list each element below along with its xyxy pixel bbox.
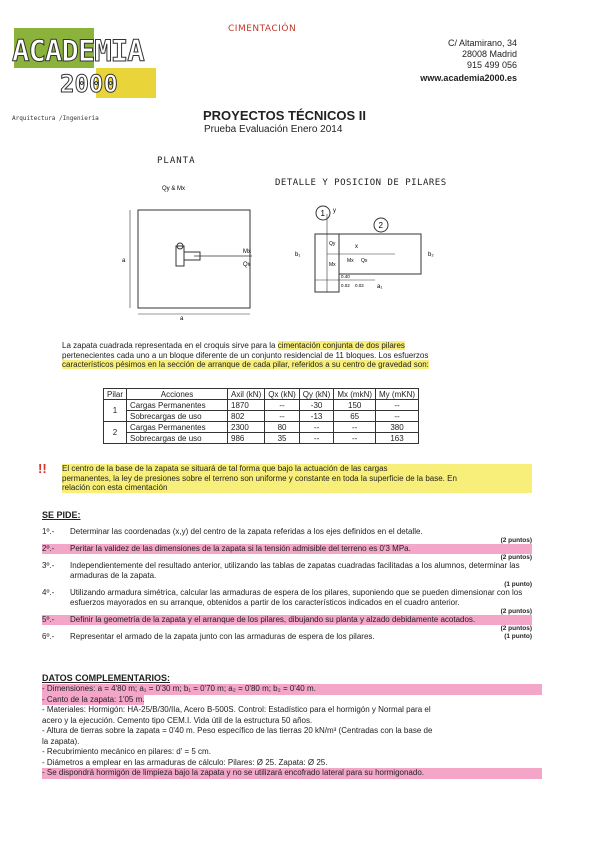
- question-text: Representar el armado de la zapata junto con las armaduras de espera de los pilares.: [70, 632, 375, 641]
- datos-line: - Dimensiones: a = 4'80 m; a₁ = 0'30 m; b₁ = 0'70 m; a₂ = 0'80 m; b₂ = 0'40 m.: [42, 684, 542, 695]
- address-web: www.academia2000.es: [420, 73, 517, 83]
- page-subtitle: Prueba Evaluación Enero 2014: [204, 124, 343, 135]
- pillar-2-label: 2: [378, 221, 383, 230]
- table-cell-axil: 802: [228, 411, 265, 422]
- table-cell-my: --: [376, 411, 419, 422]
- intro-highlight-1: cimentación conjunta de dos pilares: [277, 341, 405, 350]
- table-cell-qy: --: [299, 433, 334, 444]
- dim-b2-label: b₂: [428, 252, 434, 258]
- detail-mx-label: Mx: [329, 262, 336, 268]
- question-points: (2 puntos): [500, 608, 532, 615]
- datos-line: - Canto de la zapata: 1'05 m.: [42, 694, 145, 704]
- question-item: [42, 632, 532, 642]
- axis-x-label: x: [355, 244, 358, 250]
- datos-line: - Diámetros a emplear en las armaduras de cálculo: Pilares: Ø 25. Zapata: Ø 25.: [42, 757, 328, 767]
- address-city: 28008 Madrid: [461, 49, 517, 59]
- table-header: Axil (kN): [228, 389, 265, 400]
- table-cell-axil: 1870: [228, 400, 265, 411]
- question-text: Definir la geometría de la zapata y el arranque de los pilares, dibujando su planta y alzado debidamente acotados.: [70, 615, 476, 624]
- note-line-3: relación con esta cimentación: [62, 483, 168, 492]
- academia-logo: [12, 26, 160, 122]
- datos-heading: DATOS COMPLEMENTARIOS:: [42, 673, 170, 683]
- questions-heading: SE PIDE:: [42, 510, 81, 520]
- plan-label-qx: Qx: [243, 262, 251, 268]
- detail-dim-002a: 0.02: [341, 283, 350, 288]
- table-header: Mx (mkN): [334, 389, 376, 400]
- question-item: [42, 588, 532, 608]
- table-header: Qx (kN): [265, 389, 300, 400]
- plan-label-qy: Qy & Mx: [162, 186, 186, 192]
- table-cell-axil: 986: [228, 433, 265, 444]
- detail-qx2-label: Qx: [361, 258, 368, 264]
- datos-line: la zapata).: [42, 736, 80, 746]
- table-cell-qx: --: [265, 411, 300, 422]
- table-header: My (mKN): [376, 389, 419, 400]
- table-cell-my: 380: [376, 422, 419, 433]
- table-cell-mx: 150: [334, 400, 376, 411]
- dim-a1-label: a₁: [377, 284, 383, 290]
- question-points: (2 puntos): [500, 537, 532, 544]
- plan-title: PLANTA: [157, 156, 196, 166]
- table-cell-qy: -30: [299, 400, 334, 411]
- table-row: [104, 422, 419, 433]
- table-cell-qy: --: [299, 422, 334, 433]
- question-text: Determinar las coordenadas (x,y) del centro de la zapata referidas a los ejes definidos en el detalle.: [70, 527, 423, 536]
- table-cell-my: --: [376, 400, 419, 411]
- table-cell-qx: 35: [265, 433, 300, 444]
- plan-label-a-bottom: a: [180, 316, 184, 320]
- question-item: [42, 544, 532, 554]
- detail-dim-002b: 0.02: [355, 283, 364, 288]
- datos-line: - Recubrimiento mecánico en pilares: d' = 5 cm.: [42, 747, 211, 756]
- table-cell-accion: Sobrecargas de uso: [127, 433, 228, 444]
- datos-line: acero y la ejecución. Cemento tipo CEM.I. Vida útil de la estructura 50 años.: [42, 715, 313, 725]
- address-phone: 915 499 056: [466, 60, 517, 70]
- stamp-text: CIMENTACIÓN: [228, 24, 297, 34]
- address-street: C/ Altamirano, 34: [447, 38, 517, 48]
- question-text: Utilizando armadura simétrica, calcular las armaduras de espera de los pilares, suponiendo que se pueden dimensionar con los esfuerzos mayorados en su arranque, obtenidos a partir de los característicos indicados en el cuadro anterior.: [70, 588, 523, 607]
- note-mark: !!: [38, 461, 47, 476]
- note-paragraph: [62, 464, 532, 493]
- table-cell-qx: --: [265, 400, 300, 411]
- axis-y-label: y: [333, 208, 336, 214]
- question-points: (2 puntos): [500, 554, 532, 561]
- page-title: PROYECTOS TÉCNICOS II: [203, 108, 367, 123]
- table-header: Acciones: [127, 389, 228, 400]
- intro-paragraph: [62, 341, 532, 370]
- datos-line: - Materiales: Hormigón: HA-25/B/30/IIa, Acero B-500S. Control: Estadístico para el hormigón y Normal para el: [42, 705, 431, 714]
- intro-text-2: pertenecientes cada uno a un bloque diferente de un conjunto residencial de 11 bloques. Los esfuerzos: [62, 350, 429, 360]
- logo-title: ACADEMIA: [12, 34, 144, 68]
- detail-title: DETALLE Y POSICION DE PILARES: [275, 178, 447, 188]
- table-cell-mx: --: [334, 433, 376, 444]
- table-row: [104, 400, 419, 411]
- address-block: [420, 38, 517, 84]
- dim-b1-label: b₁: [295, 252, 301, 258]
- datos-list: [42, 684, 542, 779]
- question-number: 2º.-: [42, 544, 55, 553]
- question-text: Peritar la validez de las dimensiones de la zapata si la tensión admisible del terreno es 0'3 MPa.: [70, 544, 411, 553]
- question-number: 3º.-: [42, 561, 55, 570]
- table-cell-pilar: 1: [104, 400, 127, 422]
- question-number: 1º.-: [42, 527, 55, 536]
- datos-line: - Altura de tierras sobre la zapata = 0'40 m. Peso específico de las tierras 20 kN/m³ (Centradas con la base de: [42, 726, 433, 735]
- footing-outline: [138, 210, 250, 308]
- table-cell-accion: Sobrecargas de uso: [127, 411, 228, 422]
- table-header: Qy (kN): [299, 389, 334, 400]
- table-cell-axil: 2300: [228, 422, 265, 433]
- plan-label-a-left: a: [122, 258, 126, 264]
- table-cell-accion: Cargas Permanentes: [127, 422, 228, 433]
- intro-highlight-2: característicos pésimos en la sección de arranque de cada pilar, referidos a su centro de gravedad son:: [62, 360, 429, 369]
- questions-list: [42, 527, 532, 642]
- question-points: (1 punto): [504, 581, 532, 588]
- question-text: Independientemente del resultado anterior, utilizando las tablas de zapatas cuadradas facilitadas a los alumnos, determinar las armaduras de la zapata.: [70, 561, 520, 580]
- logo-subtitle: Arquitectura /Ingeniería: [12, 115, 99, 122]
- table-row: [104, 433, 419, 444]
- table-cell-qy: -13: [299, 411, 334, 422]
- question-item: [42, 527, 532, 537]
- detail-figure: [285, 200, 455, 300]
- question-points: (1 punto): [504, 633, 532, 640]
- logo-number: 2000: [60, 70, 118, 98]
- plan-label-mx: Mx: [243, 249, 251, 255]
- question-number: 4º.-: [42, 588, 55, 597]
- table-header-row: [104, 389, 419, 400]
- detail-mx2-label: Mx: [347, 258, 354, 264]
- plan-figure: [110, 180, 270, 320]
- question-item: [42, 561, 532, 581]
- table-cell-qx: 80: [265, 422, 300, 433]
- table-row: [104, 411, 419, 422]
- loads-table: [103, 388, 419, 444]
- datos-line: - Se dispondrá hormigón de limpieza bajo la zapata y no se utilizará encofrado lateral para su hormigonado.: [42, 768, 542, 779]
- question-points: (2 puntos): [500, 625, 532, 632]
- table-cell-pilar: 2: [104, 422, 127, 444]
- detail-qy-label: Qy: [329, 241, 336, 247]
- note-line-1: El centro de la base de la zapata se situará de tal forma que bajo la actuación de las cargas: [62, 464, 388, 473]
- detail-dim-040: 0.40: [341, 274, 350, 279]
- table-header: Pilar: [104, 389, 127, 400]
- pillar-1-label: 1: [320, 209, 325, 218]
- intro-text-1: La zapata cuadrada representada en el croquis sirve para la: [62, 341, 278, 350]
- table-cell-mx: --: [334, 422, 376, 433]
- question-number: 6º.-: [42, 632, 55, 641]
- question-item: [42, 615, 532, 625]
- question-number: 5º.-: [42, 615, 55, 624]
- table-cell-accion: Cargas Permanentes: [127, 400, 228, 411]
- note-line-2: permanentes, la ley de presiones sobre el terreno son uniforme y constante en toda la superficie de la base. En: [62, 473, 457, 483]
- table-cell-mx: 65: [334, 411, 376, 422]
- table-cell-my: 163: [376, 433, 419, 444]
